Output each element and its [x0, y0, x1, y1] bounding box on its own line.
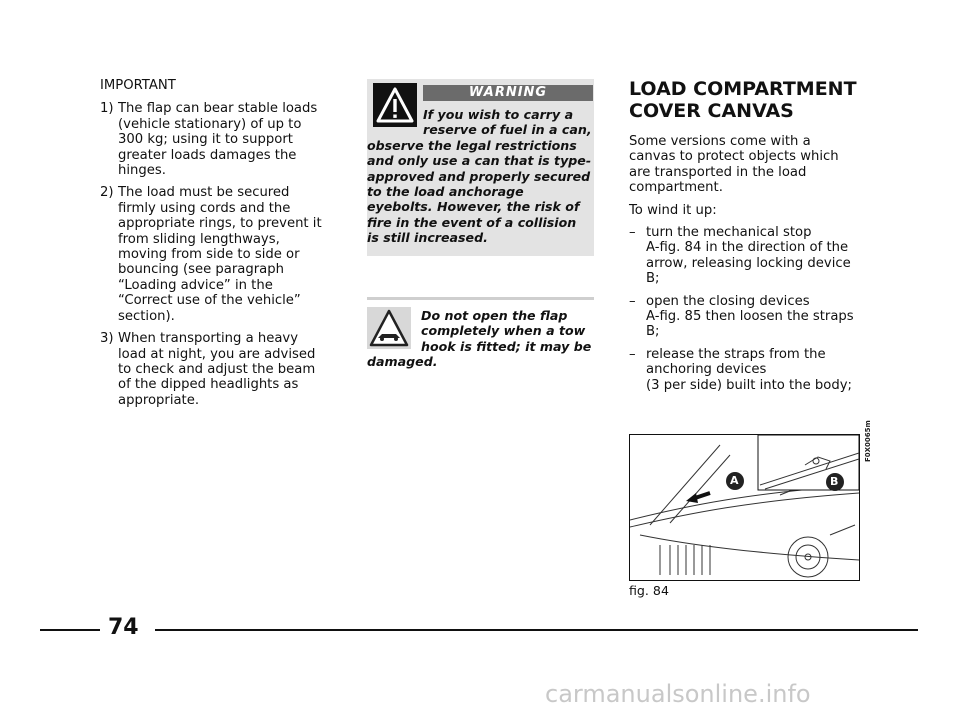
- step-line: release the straps from the anchoring devices: [646, 346, 826, 378]
- important-heading: IMPORTANT: [100, 78, 176, 93]
- step-line: open the closing devices: [646, 293, 810, 309]
- figure-84-illustration: [629, 434, 860, 581]
- divider: [367, 297, 594, 300]
- figure-label-a: A: [730, 474, 739, 487]
- caution-text: Do not open the flap completely when a tow hook is fitted; it may be damaged.: [367, 308, 592, 370]
- step-item: [629, 294, 859, 340]
- numbered-item: [100, 331, 328, 408]
- wind-paragraph: To wind it up:: [629, 202, 717, 218]
- step-line: turn the mechanical stop: [646, 225, 812, 241]
- watermark: carmanualsonline.info: [545, 680, 811, 708]
- canvas-section: [629, 78, 859, 400]
- page-number: 74: [108, 615, 139, 640]
- item-text: When transporting a heavy load at night, you are advised to check and adjust the beam of the dipped headlights as appropriate.: [118, 331, 316, 408]
- caution-box: [367, 297, 594, 377]
- warning-heading: WARNING: [423, 85, 593, 101]
- caution-text-block: [367, 308, 592, 370]
- intro-paragraph: Some versions come with a canvas to protect objects which are transported in the load compartment.: [629, 134, 839, 196]
- dash: –: [629, 225, 636, 241]
- warning-box: [367, 79, 594, 256]
- figure-code: F0X0065m: [864, 420, 872, 462]
- numbered-item: [100, 101, 328, 178]
- item-text: The load must be secured firmly using cords and the appropriate rings, to prevent it from sliding lengthways, moving from side to side or bouncing (see paragraph “Loading advice” in the “Correct use of the vehicle” section).: [118, 185, 322, 324]
- item-number: 2): [100, 185, 114, 201]
- title-line: COVER CANVAS: [629, 100, 794, 122]
- title-line: LOAD COMPARTMENT: [629, 78, 857, 100]
- item-text: The flap can bear stable loads (vehicle stationary) of up to 300 kg; using it to support greater loads damages the hinges.: [118, 101, 318, 179]
- step-item: [629, 225, 859, 287]
- step-line: A-fig. 85 then loosen the straps B;: [646, 309, 854, 340]
- step-line: A-fig. 84 in the direction of the arrow, releasing locking device B;: [646, 240, 851, 287]
- dash: –: [629, 346, 636, 362]
- section-title: [629, 78, 859, 122]
- step-item: [629, 347, 859, 393]
- footer-rule-right: [155, 629, 918, 631]
- step-line: (3 per side) built into the body;: [646, 377, 852, 393]
- dash: –: [629, 293, 636, 309]
- item-number: 3): [100, 331, 114, 347]
- figure-label-b: B: [830, 475, 839, 488]
- warning-text-block: [367, 107, 592, 246]
- footer-rule-left: [40, 629, 100, 631]
- figure-caption: fig. 84: [629, 583, 669, 598]
- important-section: [100, 78, 328, 415]
- numbered-item: [100, 185, 328, 324]
- item-number: 1): [100, 101, 114, 117]
- warning-text: If you wish to carry a reserve of fuel in a can, observe the legal restrictions and only use a can that is type-approved and properly secured to the load anchorage eyebolts. However, the risk of fire in the event of a collision is still increased.: [367, 107, 592, 246]
